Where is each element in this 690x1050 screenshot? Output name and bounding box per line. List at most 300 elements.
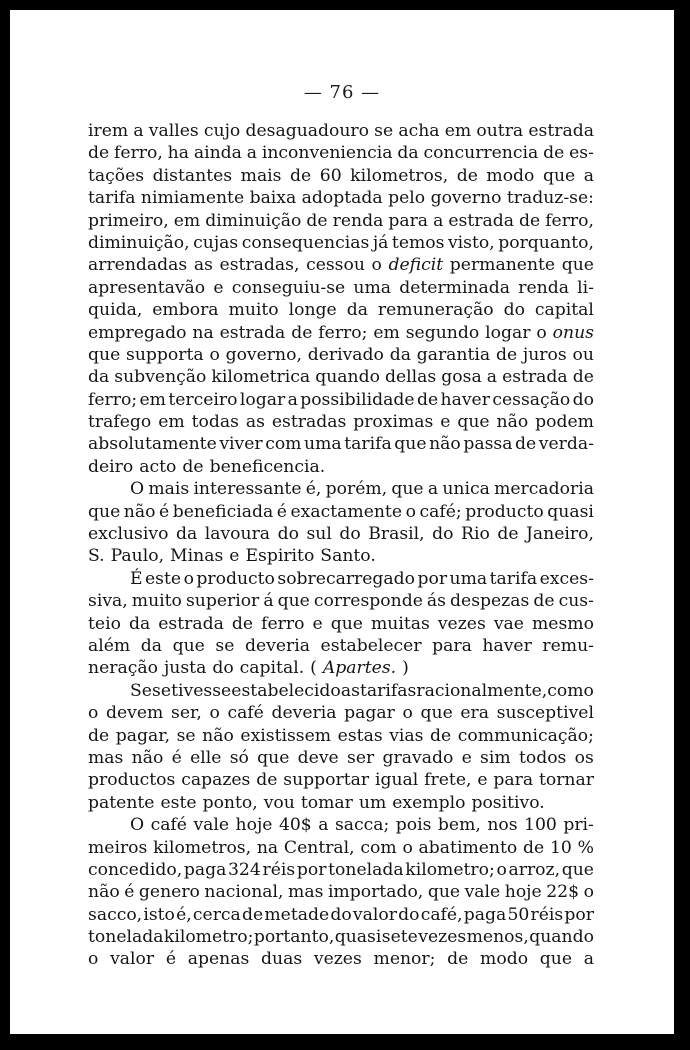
text-line — [88, 277, 594, 299]
word: quida, — [88, 300, 143, 321]
word: o — [536, 322, 547, 343]
word: a — [318, 815, 329, 836]
word: valles — [148, 121, 199, 141]
word: Paulo, — [110, 546, 165, 567]
word: estrada — [528, 121, 594, 141]
text-line — [88, 769, 594, 791]
word: ferro, — [545, 210, 594, 231]
word: absolutamente — [88, 434, 217, 455]
word: como — [547, 680, 594, 701]
word: li- — [577, 277, 594, 298]
word: outra — [476, 121, 524, 141]
word: terceiro — [168, 389, 238, 410]
word: este — [160, 792, 197, 813]
word: sul — [306, 524, 332, 545]
word: valor — [110, 949, 155, 970]
word: café — [227, 703, 264, 724]
word: de — [543, 143, 565, 164]
word: exces- — [539, 568, 594, 589]
word: tivesse — [171, 680, 232, 701]
word: kilometro; — [405, 859, 495, 880]
word: baixa — [249, 188, 297, 209]
text-line — [88, 680, 594, 702]
word: do — [432, 524, 454, 545]
word: estabelecer — [320, 635, 422, 656]
word: se — [215, 635, 235, 656]
word: acto — [139, 456, 177, 477]
word: positivo. — [471, 792, 545, 813]
word: deveria — [244, 635, 310, 656]
word: o — [402, 837, 413, 858]
word: paga — [463, 904, 507, 925]
word: em — [139, 389, 166, 410]
word: de — [416, 389, 439, 410]
word: café — [150, 815, 187, 836]
text-line — [88, 120, 594, 142]
word: o — [88, 703, 99, 724]
word: vezes — [437, 613, 486, 634]
word: Rio — [461, 524, 490, 545]
word: longe — [288, 300, 337, 321]
word: uma — [449, 568, 488, 589]
word: neração — [88, 658, 158, 679]
word: a — [133, 121, 144, 141]
word: empregado — [88, 322, 187, 343]
word: cujas — [193, 232, 239, 253]
text-line — [88, 837, 594, 859]
word: garantia — [416, 344, 491, 365]
word: irem — [88, 121, 129, 141]
word: para — [388, 210, 429, 231]
word: renda — [332, 210, 384, 231]
word: elle — [190, 747, 222, 768]
word: todas — [191, 412, 239, 433]
word: é — [276, 501, 287, 522]
word: de — [518, 210, 541, 231]
text-line — [88, 389, 594, 411]
word: es- — [569, 143, 594, 164]
word: abatimento — [418, 837, 518, 858]
word: communicação; — [457, 725, 594, 746]
word: estrada — [448, 210, 514, 231]
word: de — [533, 591, 555, 612]
word: vae — [493, 613, 524, 634]
word: e — [213, 277, 224, 298]
word: possibilidade — [300, 389, 415, 410]
word: valor — [352, 904, 397, 925]
word: trafego — [88, 412, 152, 433]
word: estradas, — [219, 255, 300, 276]
italic-word: deficit — [388, 255, 444, 276]
word: consequencias — [241, 232, 370, 253]
word: em — [444, 121, 472, 141]
word: do — [277, 524, 299, 545]
word: muitas — [370, 613, 430, 634]
word: réis — [530, 904, 564, 925]
word: metade — [264, 904, 330, 925]
word: governo, — [225, 344, 302, 365]
word: quando — [315, 367, 380, 388]
word: pelo — [388, 188, 426, 209]
word: é — [171, 747, 182, 768]
word: não — [496, 412, 529, 433]
word: teio — [88, 613, 121, 634]
text-line — [88, 523, 594, 545]
word: que — [420, 703, 453, 724]
word: que — [172, 635, 205, 656]
word: de — [306, 210, 328, 231]
word: porquanto, — [498, 232, 594, 253]
word: capazes — [181, 770, 251, 791]
word: e — [477, 770, 488, 791]
word: do — [339, 524, 361, 545]
word: Janeiro, — [526, 524, 594, 545]
word: o — [183, 568, 194, 589]
word: que — [257, 747, 290, 768]
word: vou — [263, 792, 295, 813]
word: logar — [239, 389, 286, 410]
word: menor; — [373, 949, 436, 970]
text-line — [88, 881, 594, 903]
word: de — [291, 322, 313, 343]
word: Se — [130, 680, 152, 701]
text-line — [88, 299, 594, 321]
word: da — [140, 635, 163, 656]
word: este — [145, 568, 182, 589]
word: unica — [442, 479, 490, 500]
text-line — [88, 904, 594, 926]
word: Santo. — [320, 546, 376, 567]
word: que — [457, 412, 490, 433]
word: existissem — [240, 725, 332, 746]
text-line — [88, 411, 594, 433]
word: sobrecarregado — [277, 568, 416, 589]
word: a — [486, 367, 498, 388]
word: estrada — [502, 367, 568, 388]
word: não — [88, 882, 120, 903]
word: arroz, — [508, 859, 561, 880]
word: os — [574, 747, 594, 768]
word: ser — [347, 747, 375, 768]
word: vezes — [313, 949, 362, 970]
word: é, — [176, 904, 192, 925]
word: á — [263, 591, 274, 612]
text-line — [88, 501, 594, 523]
word: é — [159, 501, 170, 522]
word: cerca — [192, 904, 241, 925]
word: concedido, — [88, 859, 183, 880]
word: de — [231, 613, 254, 634]
word: tonelada — [328, 859, 404, 880]
word: viver — [219, 434, 263, 455]
word: quasi — [547, 501, 594, 522]
word: em — [173, 210, 201, 231]
word: permanente — [449, 255, 556, 276]
word: Central, — [283, 837, 355, 858]
word: acha — [398, 121, 440, 141]
text-line — [88, 232, 594, 254]
word: kilometros, — [153, 837, 252, 858]
word: ) — [402, 658, 409, 679]
word: da — [128, 613, 151, 634]
text-line — [88, 545, 594, 567]
word: siva, — [88, 591, 128, 612]
word: 100 — [524, 815, 557, 836]
word: não — [429, 434, 461, 455]
word: que — [561, 255, 594, 276]
word: racionalmente, — [416, 680, 548, 701]
word: que — [88, 344, 121, 365]
text-line — [88, 613, 594, 635]
word: deiro — [88, 456, 134, 477]
word: tonelada — [88, 927, 164, 948]
word: tarifa — [88, 188, 136, 209]
word: patente — [88, 792, 155, 813]
word: ser, — [171, 703, 202, 724]
word: de — [256, 770, 278, 791]
text-line — [88, 657, 594, 679]
word: cessação — [492, 389, 571, 410]
word: ferro; — [318, 322, 368, 343]
word: de — [456, 165, 478, 186]
word: que — [561, 859, 594, 880]
word: frete, — [424, 770, 472, 791]
word: concurrencia — [423, 143, 539, 164]
word: 10 — [549, 837, 572, 858]
word: com — [265, 434, 302, 455]
word: o — [371, 255, 382, 276]
word: o — [88, 949, 99, 970]
word: mas — [88, 747, 124, 768]
word: um — [358, 792, 387, 813]
word: governo — [430, 188, 502, 209]
word: derivado — [307, 344, 384, 365]
word: S. — [88, 546, 105, 567]
word: ou — [572, 344, 594, 365]
word: de — [182, 456, 204, 477]
word: que — [391, 479, 424, 500]
word: de — [515, 434, 537, 455]
word: ferro, — [114, 143, 163, 164]
word: já — [372, 232, 389, 253]
word: que — [539, 949, 573, 970]
word: estabelecido — [231, 680, 341, 701]
word: inconveniencia — [261, 143, 393, 164]
word: o — [496, 859, 507, 880]
word: que — [427, 882, 461, 903]
word: gosa — [441, 367, 482, 388]
word: de — [495, 344, 518, 365]
word: que — [394, 434, 427, 455]
word: estas — [337, 725, 383, 746]
word: por — [417, 568, 448, 589]
word: cessou — [306, 255, 365, 276]
word: se — [152, 680, 172, 701]
word: que — [277, 591, 310, 612]
word: productos — [88, 770, 176, 791]
word: deveria — [271, 703, 337, 724]
word: modo — [486, 165, 535, 186]
word: vale — [464, 882, 501, 903]
word: Espirito — [245, 546, 315, 567]
word: café; — [419, 501, 462, 522]
word: subvenção — [114, 367, 207, 388]
word: ferro; — [88, 389, 138, 410]
word: interessante — [193, 479, 302, 500]
word: kilometros, — [350, 165, 449, 186]
word: muito — [228, 300, 279, 321]
word: cus- — [558, 591, 594, 612]
word: é — [124, 882, 135, 903]
word: é, — [305, 479, 322, 500]
word: que — [88, 501, 121, 522]
word: ainda — [193, 143, 242, 164]
word: apenas — [187, 949, 250, 970]
word: pri- — [563, 815, 594, 836]
word: determinada — [399, 277, 511, 298]
word: O — [130, 479, 145, 500]
word: que — [542, 165, 576, 186]
word: não — [123, 501, 156, 522]
word: haver — [482, 635, 532, 656]
word: a — [246, 143, 257, 164]
word: beneficencia. — [209, 456, 326, 477]
word: a — [433, 210, 444, 231]
word: do — [398, 904, 420, 925]
word: do — [503, 300, 525, 321]
word: O — [130, 815, 145, 836]
word: deve — [297, 747, 339, 768]
body-text — [88, 120, 594, 971]
word: tações — [88, 165, 145, 186]
word: as — [340, 680, 360, 701]
word: era — [460, 703, 490, 724]
word: hoje — [235, 815, 273, 836]
word: tornar — [538, 770, 594, 791]
word: desaguadouro — [245, 121, 369, 141]
word: da — [88, 367, 110, 388]
word: meiros — [88, 837, 148, 858]
word: o — [583, 882, 594, 903]
word: só — [229, 747, 249, 768]
word: para — [493, 770, 534, 791]
word: de — [497, 524, 519, 545]
word: tarifas — [360, 680, 417, 701]
word: gravado — [382, 747, 454, 768]
text-line — [88, 478, 594, 500]
text-line — [88, 254, 594, 276]
word: bem, — [437, 815, 481, 836]
word: é — [165, 949, 176, 970]
word: igual — [374, 770, 419, 791]
word: importado, — [327, 882, 424, 903]
word: estrada — [219, 322, 286, 343]
word: supportar — [283, 770, 370, 791]
word: nacional, — [204, 882, 284, 903]
word: e — [229, 546, 240, 567]
word: despezas — [450, 591, 530, 612]
word: passa — [463, 434, 513, 455]
word: a — [427, 479, 439, 500]
word: além — [88, 635, 131, 656]
word: mas — [288, 882, 324, 903]
word: renda — [518, 277, 569, 298]
word: vale — [193, 815, 230, 836]
word: a — [583, 949, 594, 970]
word: ( — [310, 658, 317, 679]
word: producto — [465, 501, 544, 522]
word: capital. — [239, 658, 305, 679]
word: remu- — [542, 635, 594, 656]
word: pagar, — [115, 725, 171, 746]
word: ponto, — [202, 792, 258, 813]
word: É — [130, 568, 143, 589]
word: % — [577, 837, 594, 858]
document-page — [10, 10, 674, 1034]
word: traduz-se: — [506, 188, 594, 209]
word: quasi — [334, 927, 382, 948]
text-line — [88, 747, 594, 769]
word: lavoura — [204, 524, 271, 545]
word: remuneração — [377, 300, 494, 321]
word: as — [245, 412, 265, 433]
word: 22$ — [546, 882, 580, 903]
word: vezes — [418, 927, 467, 948]
word: de — [572, 367, 594, 388]
word: dellas — [385, 367, 437, 388]
word: nimiamente — [140, 188, 245, 209]
word: com — [360, 837, 397, 858]
word: 50 — [507, 904, 530, 925]
word: conseguiu-se — [231, 277, 346, 298]
word: isto — [143, 904, 175, 925]
word: 60 — [319, 165, 342, 186]
word: corresponde — [313, 591, 423, 612]
word: cujo — [203, 121, 241, 141]
word: tomar — [300, 792, 353, 813]
word: exemplo — [392, 792, 466, 813]
text-line — [88, 590, 594, 612]
word: muito — [131, 591, 182, 612]
text-line — [88, 210, 594, 232]
word: se — [176, 725, 196, 746]
word: devem — [106, 703, 164, 724]
text-line — [88, 814, 594, 836]
word: da — [175, 524, 198, 545]
word: o — [209, 344, 220, 365]
word: visto, — [447, 232, 495, 253]
word: diminuição, — [88, 232, 190, 253]
word: adoptada — [301, 188, 383, 209]
word: ferro — [261, 613, 305, 634]
word: da — [397, 143, 419, 164]
word: mais — [240, 165, 282, 186]
word: do — [572, 389, 594, 410]
word: de — [430, 725, 452, 746]
word: arrendadas — [88, 255, 188, 276]
word: 324 — [228, 859, 261, 880]
word: duas — [261, 949, 303, 970]
word: ás — [426, 591, 446, 612]
word: supporta — [126, 344, 204, 365]
italic-word: onus — [552, 322, 594, 343]
word: modo — [480, 949, 529, 970]
word: nos — [487, 815, 518, 836]
text-line — [88, 187, 594, 209]
word: genero — [138, 882, 200, 903]
word: 40$ — [278, 815, 312, 836]
word: susceptivel — [496, 703, 594, 724]
